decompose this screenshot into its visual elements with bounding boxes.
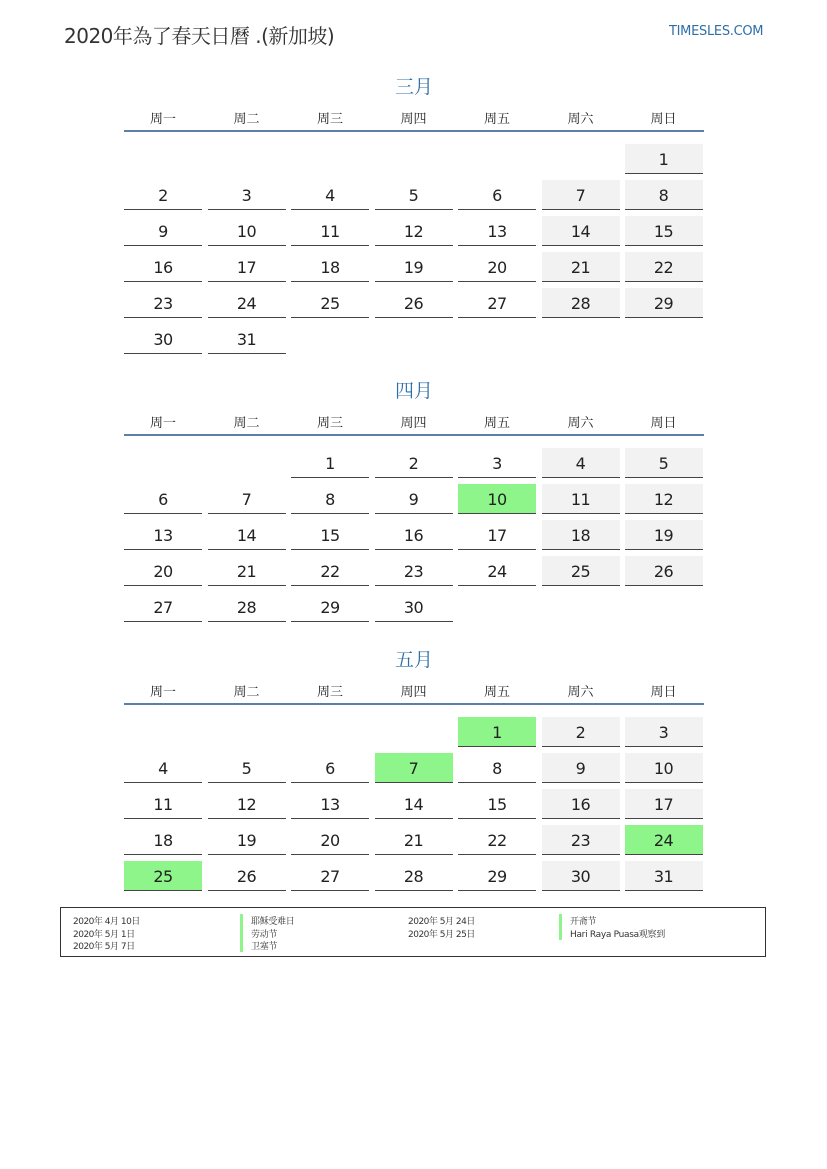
weekday-header: 周五	[483, 416, 510, 431]
day-cell[interactable]: 7	[542, 180, 620, 210]
day-cell[interactable]: 12	[625, 484, 703, 514]
legend-holiday-name: 卫塞节	[240, 939, 277, 952]
holiday-day-cell[interactable]: 1	[458, 717, 536, 747]
day-cell[interactable]: 9	[124, 216, 202, 246]
day-cell[interactable]: 5	[208, 753, 286, 783]
day-cell[interactable]: 4	[291, 180, 369, 210]
legend-date: 2020年 5月 1日	[73, 929, 135, 940]
header-rule	[124, 434, 704, 436]
weekday-header: 周六	[567, 685, 594, 700]
day-cell[interactable]: 11	[542, 484, 620, 514]
day-cell[interactable]: 22	[458, 825, 536, 855]
day-cell[interactable]: 21	[208, 556, 286, 586]
day-cell[interactable]: 12	[375, 216, 453, 246]
day-cell[interactable]: 24	[458, 556, 536, 586]
day-cell[interactable]: 8	[291, 484, 369, 514]
day-cell[interactable]: 6	[124, 484, 202, 514]
day-cell[interactable]: 18	[291, 252, 369, 282]
legend-date: 2020年 5月 24日	[408, 917, 475, 927]
day-cell[interactable]: 29	[625, 288, 703, 318]
day-cell[interactable]: 23	[542, 825, 620, 855]
day-cell[interactable]: 15	[458, 789, 536, 819]
weekday-header: 周三	[316, 416, 343, 431]
weekday-header: 周二	[233, 112, 260, 127]
month-title: 五月	[394, 649, 433, 671]
weekday-header: 周一	[149, 112, 176, 127]
weekday-header: 周二	[233, 416, 260, 431]
day-cell[interactable]: 8	[458, 753, 536, 783]
day-cell[interactable]: 13	[291, 789, 369, 819]
day-cell[interactable]: 21	[542, 252, 620, 282]
day-cell[interactable]: 27	[458, 288, 536, 318]
day-cell[interactable]: 6	[291, 753, 369, 783]
legend-holiday-name: 耶稣受难日	[240, 914, 295, 927]
day-cell[interactable]: 8	[625, 180, 703, 210]
day-cell[interactable]: 18	[542, 520, 620, 550]
header-rule	[124, 703, 704, 705]
day-cell[interactable]: 2	[375, 448, 453, 478]
day-cell[interactable]: 4	[124, 753, 202, 783]
weekday-header: 周二	[233, 685, 260, 700]
day-cell[interactable]: 20	[458, 252, 536, 282]
day-cell[interactable]: 30	[375, 592, 453, 622]
weekday-header: 周三	[316, 112, 343, 127]
day-cell[interactable]: 14	[375, 789, 453, 819]
day-cell[interactable]: 23	[124, 288, 202, 318]
day-cell[interactable]: 20	[291, 825, 369, 855]
day-cell[interactable]: 23	[375, 556, 453, 586]
weekday-header: 周日	[650, 416, 677, 431]
legend-holiday-name: 劳动节	[240, 927, 277, 940]
weekday-header: 周四	[400, 416, 427, 431]
weekday-header: 周三	[316, 685, 343, 700]
day-cell[interactable]: 2	[124, 180, 202, 210]
day-cell[interactable]: 15	[291, 520, 369, 550]
legend-date: 2020年 4月 10日	[73, 917, 140, 927]
holiday-day-cell[interactable]: 25	[124, 861, 202, 891]
holiday-day-cell[interactable]: 10	[458, 484, 536, 514]
day-cell[interactable]: 31	[208, 324, 286, 354]
month-title: 四月	[394, 380, 433, 402]
day-cell[interactable]: 5	[625, 448, 703, 478]
day-cell[interactable]: 30	[124, 324, 202, 354]
weekday-header: 周四	[400, 112, 427, 127]
weekday-header: 周一	[149, 416, 176, 431]
site-link[interactable]: TIMESLES.COM	[669, 24, 764, 39]
day-cell[interactable]: 28	[542, 288, 620, 318]
day-cell[interactable]: 26	[375, 288, 453, 318]
day-cell[interactable]: 19	[375, 252, 453, 282]
day-cell[interactable]: 22	[625, 252, 703, 282]
day-cell[interactable]: 19	[208, 825, 286, 855]
holiday-day-cell[interactable]: 7	[375, 753, 453, 783]
day-cell[interactable]: 29	[458, 861, 536, 891]
day-cell[interactable]: 19	[625, 520, 703, 550]
day-cell[interactable]: 1	[291, 448, 369, 478]
day-cell[interactable]: 18	[124, 825, 202, 855]
legend-date: 2020年 5月 7日	[73, 942, 135, 952]
weekday-header: 周日	[650, 685, 677, 700]
day-cell[interactable]: 31	[625, 861, 703, 891]
day-cell[interactable]: 13	[124, 520, 202, 550]
day-cell[interactable]: 24	[208, 288, 286, 318]
day-cell[interactable]: 27	[124, 592, 202, 622]
header-rule	[124, 130, 704, 132]
day-cell[interactable]: 14	[542, 216, 620, 246]
day-cell[interactable]: 27	[291, 861, 369, 891]
weekday-header: 周六	[567, 416, 594, 431]
legend-date: 2020年 5月 25日	[408, 929, 475, 940]
day-cell[interactable]: 28	[208, 592, 286, 622]
day-cell[interactable]: 5	[375, 180, 453, 210]
weekday-header: 周一	[149, 685, 176, 700]
weekday-header: 周日	[650, 112, 677, 127]
holiday-day-cell[interactable]: 24	[625, 825, 703, 855]
weekday-header: 周四	[400, 685, 427, 700]
day-cell[interactable]: 12	[208, 789, 286, 819]
day-cell[interactable]: 16	[124, 252, 202, 282]
day-cell[interactable]: 26	[208, 861, 286, 891]
day-cell[interactable]: 9	[375, 484, 453, 514]
holiday-legend	[60, 907, 766, 957]
day-cell[interactable]: 4	[542, 448, 620, 478]
weekday-header: 周五	[483, 685, 510, 700]
day-cell[interactable]: 21	[375, 825, 453, 855]
day-cell[interactable]: 15	[625, 216, 703, 246]
day-cell[interactable]: 25	[542, 556, 620, 586]
day-cell[interactable]: 6	[458, 180, 536, 210]
day-cell[interactable]: 26	[625, 556, 703, 586]
day-cell[interactable]: 3	[625, 717, 703, 747]
page-title: 2020年為了春天日曆 .(新加坡)	[64, 24, 335, 48]
weekday-header: 周五	[483, 112, 510, 127]
day-cell[interactable]: 10	[625, 753, 703, 783]
legend-holiday-name: Hari Raya Puasa观察到	[559, 927, 665, 940]
day-cell[interactable]: 17	[208, 252, 286, 282]
day-cell[interactable]: 11	[291, 216, 369, 246]
day-cell[interactable]: 25	[291, 288, 369, 318]
day-cell[interactable]: 17	[625, 789, 703, 819]
day-cell[interactable]: 14	[208, 520, 286, 550]
day-cell[interactable]: 2	[542, 717, 620, 747]
legend-holiday-name: 开斋节	[559, 914, 596, 927]
day-cell[interactable]: 16	[375, 520, 453, 550]
day-cell[interactable]: 1	[625, 144, 703, 174]
day-cell[interactable]: 3	[208, 180, 286, 210]
day-cell[interactable]: 3	[458, 448, 536, 478]
day-cell[interactable]: 16	[542, 789, 620, 819]
day-cell[interactable]: 9	[542, 753, 620, 783]
weekday-header: 周六	[567, 112, 594, 127]
day-cell[interactable]: 28	[375, 861, 453, 891]
day-cell[interactable]: 13	[458, 216, 536, 246]
day-cell[interactable]: 7	[208, 484, 286, 514]
day-cell[interactable]: 30	[542, 861, 620, 891]
day-cell[interactable]: 29	[291, 592, 369, 622]
day-cell[interactable]: 10	[208, 216, 286, 246]
day-cell[interactable]: 11	[124, 789, 202, 819]
day-cell[interactable]: 17	[458, 520, 536, 550]
month-title: 三月	[394, 76, 433, 98]
day-cell[interactable]: 20	[124, 556, 202, 586]
day-cell[interactable]: 22	[291, 556, 369, 586]
